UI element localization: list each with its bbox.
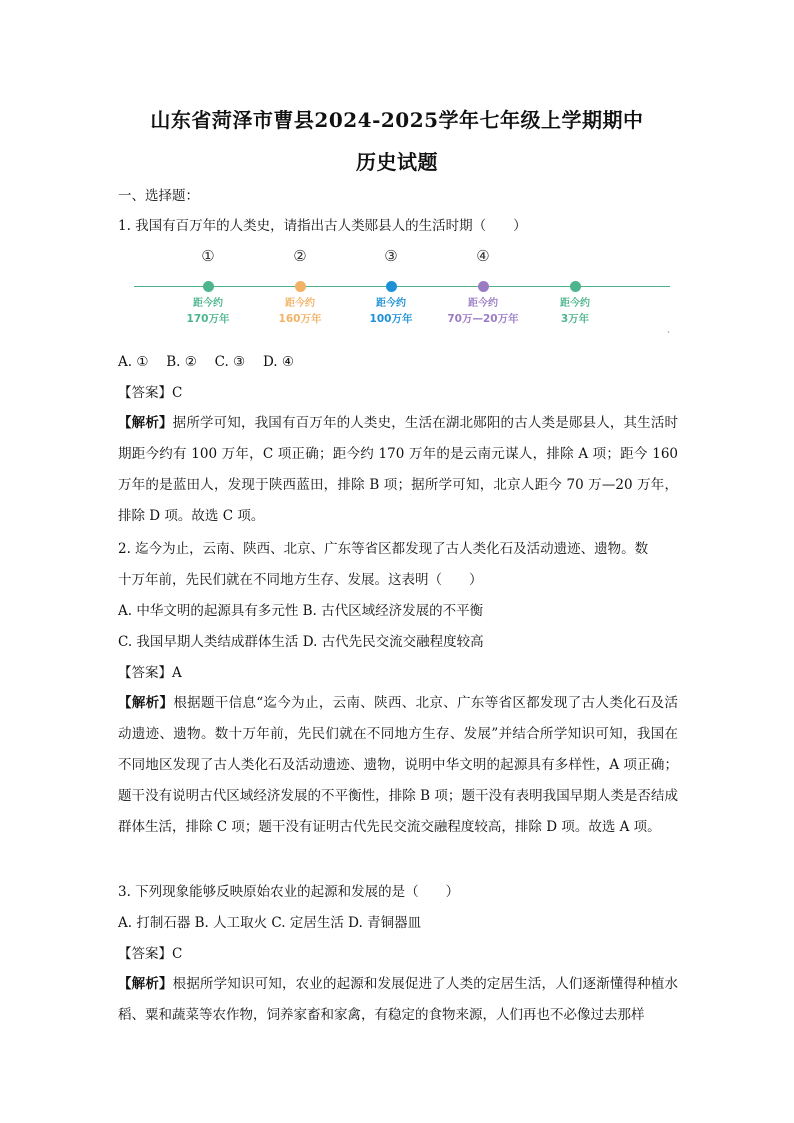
timeline-dot bbox=[203, 281, 214, 292]
timeline-value: 3万年 bbox=[560, 313, 590, 325]
timeline-point-number bbox=[520, 245, 630, 267]
question-1-stem: 1. 我国有百万年的人类史，请指出古人类郧县人的生活时期（ ） bbox=[118, 218, 527, 234]
timeline-value: 100万年 bbox=[369, 313, 413, 325]
question-2-stem-line-2: 十万年前，先民们就在不同地方生存、发展。这表明（ ） bbox=[118, 572, 483, 588]
timeline-value: 160万年 bbox=[278, 313, 322, 325]
timeline-trailing-mark: ˎ bbox=[667, 324, 670, 334]
question-1-options: A. ① B. ② C. ③ D. ④ bbox=[118, 354, 294, 370]
document-subtitle: 历史试题 bbox=[356, 150, 438, 174]
timeline-value: 70万—20万年 bbox=[447, 313, 519, 325]
question-2-stem-line-1: 2. 迄今为止，云南、陕西、北京、广东等省区都发现了古人类化石及活动遗迹、遗物。数 bbox=[118, 541, 649, 557]
question-3-analysis bbox=[118, 969, 678, 1031]
timeline-label: 距今约 bbox=[376, 298, 406, 309]
timeline-point-number: ② bbox=[293, 247, 307, 265]
timeline-value: 170万年 bbox=[186, 313, 230, 325]
question-1-analysis bbox=[118, 408, 678, 532]
analysis-text: 根据所学知识可知，农业的起源和发展促进了人类的定居生活，人们逐渐懂得种植水稻、粟和蔬菜等农作物，饲养家畜和家禽，有稳定的食物来源，人们再也不必像过去那样 bbox=[118, 976, 679, 1023]
section-heading: 一、选择题： bbox=[118, 188, 199, 204]
timeline-dot bbox=[570, 281, 581, 292]
timeline-label: 距今约 bbox=[193, 298, 223, 309]
timeline-label: 距今约 bbox=[560, 298, 590, 309]
question-3-options: A. 打制石器 B. 人工取火 C. 定居生活 D. 青铜器皿 bbox=[118, 915, 422, 931]
timeline-point-number: ③ bbox=[384, 247, 398, 265]
document-title: 山东省菏泽市曹县2024-2025学年七年级上学期期中 bbox=[150, 108, 644, 132]
question-2-analysis bbox=[118, 688, 678, 843]
timeline-dot bbox=[386, 281, 397, 292]
analysis-tag: 【解析】 bbox=[118, 415, 173, 431]
analysis-text: 据所学可知，我国有百万年的人类史，生活在湖北郧阳的古人类是郧县人，其生活时期距今约有 100 万年，C 项正确；距今约 170 万年的是云南元谋人，排除 A 项；距今 160 万年的是蓝田人，发现于陕西蓝田，排除 B 项；据所学可知，北京人距今 70 万—20 万年，排除 D 项。故选 C 项。 bbox=[118, 415, 679, 524]
timeline-label: 距今约 bbox=[285, 298, 315, 309]
analysis-tag: 【解析】 bbox=[118, 695, 174, 711]
analysis-tag: 【解析】 bbox=[118, 976, 173, 992]
question-2-answer: 【答案】A bbox=[118, 665, 182, 681]
timeline-point-5 bbox=[520, 245, 630, 327]
question-3-stem: 3. 下列现象能够反映原始农业的起源和发展的是（ ） bbox=[118, 884, 460, 900]
timeline-dot bbox=[478, 281, 489, 292]
timeline-figure bbox=[134, 245, 670, 335]
question-2-options-cd: C. 我国早期人类结成群体生活 D. 古代先民交流交融程度较高 bbox=[118, 634, 484, 650]
question-3-answer: 【答案】C bbox=[118, 946, 183, 962]
timeline-point-number: ① bbox=[201, 247, 215, 265]
timeline-point-number: ④ bbox=[476, 247, 490, 265]
analysis-text: 根据题干信息“迄今为止，云南、陕西、北京、广东等省区都发现了古人类化石及活动遗迹、遗物。数十万年前，先民们就在不同地方生存、发展”并结合所学知识可知，我国在不同地区发现了古人类化石及活动遗迹、遗物，说明中华文明的起源具有多样性，A 项正确；题干没有说明古代区域经济发展的不平衡性，排除 B 项；题干没有表明我国早期人类是否结成群体生活，排除 C 项；题干没有证明古代先民交流交融程度较高，排除 D 项。故选 A 项。 bbox=[118, 695, 678, 835]
question-1-answer: 【答案】C bbox=[118, 385, 183, 401]
question-2-options-ab: A. 中华文明的起源具有多元性 B. 古代区域经济发展的不平衡 bbox=[118, 603, 484, 619]
timeline-label: 距今约 bbox=[468, 298, 498, 309]
timeline-dot bbox=[295, 281, 306, 292]
